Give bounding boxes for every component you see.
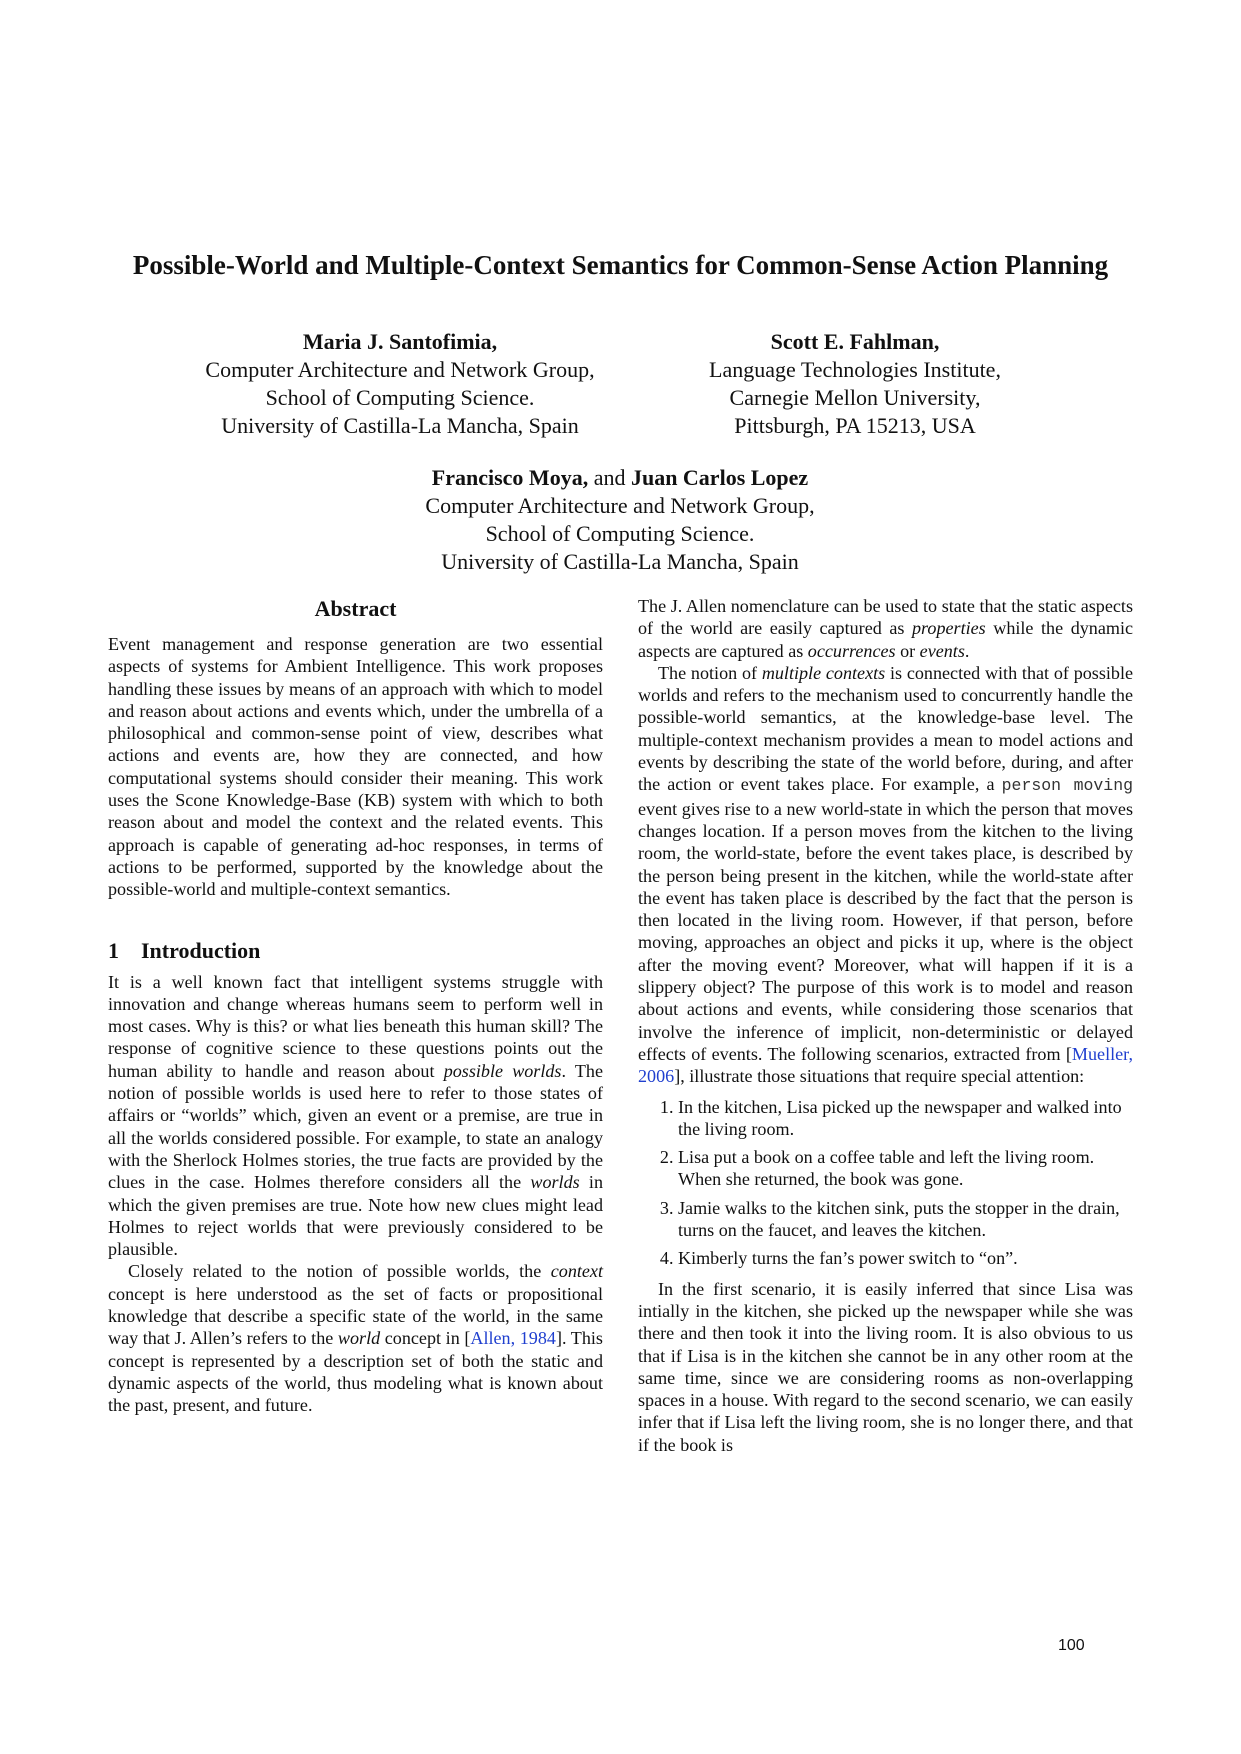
section-heading-introduction <box>108 937 603 965</box>
emphasis: multiple contexts <box>761 662 886 683</box>
scenario-item: 2. Lisa put a book on a coffee table and left the living room. When she returned, the book was gone. <box>678 1146 1133 1191</box>
author-block-moya-lopez <box>340 464 900 576</box>
author-name: Juan Carlos Lopez <box>630 465 809 490</box>
page-number: 100 <box>1058 1637 1085 1654</box>
intro-paragraph-2 <box>108 1260 603 1416</box>
citation-link[interactable]: Allen, 1984 <box>470 1328 556 1349</box>
emphasis: events <box>919 640 965 661</box>
intro-paragraph-1 <box>108 971 603 1261</box>
affiliation-line: Computer Architecture and Network Group, <box>205 357 595 382</box>
section-title: Introduction <box>141 937 261 963</box>
text-run: ], illustrate those situations that require special attention: <box>674 1066 1085 1087</box>
affiliation-line: Language Technologies Institute, <box>709 357 1001 382</box>
author-name: Francisco Moya, <box>431 465 589 490</box>
abstract-text: Event management and response generation are two essential aspects of systems for Ambient Intelligence. This work proposes handling these issues by means of an approach with which to model and reason about actions and events which, under the umbrella of a philosophical and common-sense point of view, describes what actions and events are, how they are connected, and how computational systems should consider their meaning. This work uses the Scone Knowledge-Base (KB) system with which to both reason about and model the context and the related events. This approach is capable of generating ad-hoc responses, in terms of actions to be performed, supported by the knowledge about the possible-world and multiple-context semantics. <box>108 634 603 900</box>
affiliation-line: University of Castilla-La Mancha, Spain <box>221 413 579 438</box>
affiliation-line: School of Computing Science. <box>485 521 755 546</box>
affiliation-line: Pittsburgh, PA 15213, USA <box>734 413 976 438</box>
emphasis: properties <box>911 618 986 639</box>
affiliation-line: University of Castilla-La Mancha, Spain <box>441 549 799 574</box>
author-conjunction: and <box>593 465 626 490</box>
left-column <box>108 595 603 1417</box>
emphasis: world <box>337 1328 381 1349</box>
right-paragraph-2 <box>638 662 1133 1088</box>
text-run: or <box>895 640 920 661</box>
author-block-fahlman <box>640 328 1070 440</box>
text-run: . The notion of possible worlds is used here to refer to those states of affairs or “worlds” which, given an event or a premise, are true in all the worlds considered possible. For example, to state an analogy with the Sherlock Holmes stories, the true facts are provided by the clues in the case. Holmes therefore considers all the <box>108 1060 603 1193</box>
affiliation-line: School of Computing Science. <box>265 385 535 410</box>
emphasis: worlds <box>530 1172 580 1193</box>
text-run: in which the given premises are true. Note how new clues might lead Holmes to reject worlds that were previously considered to be plausible. <box>108 1172 603 1260</box>
section-number: 1 <box>108 937 119 963</box>
emphasis: possible worlds <box>443 1060 562 1081</box>
code-term: person moving <box>1001 776 1133 796</box>
right-paragraph-3: In the first scenario, it is easily inferred that since Lisa was intially in the kitchen, she picked up the newspaper while she was there and then took it into the living room. It is also obvious to us that if Lisa is in the kitchen she cannot be in any other room at the same time, since we are considering rooms as non-overlapping spaces in a house. With regard to the second scenario, we can easily infer that if Lisa left the living room, she is no longer there, and that if the book is <box>638 1278 1133 1455</box>
abstract-heading: Abstract <box>314 596 397 621</box>
text-run: ]. This concept is represented by a description set of both the static and dynamic aspects of the world, thus modeling what is known about the past, present, and future. <box>108 1328 603 1416</box>
text-run: The notion of <box>658 662 762 683</box>
affiliation-line: Carnegie Mellon University, <box>729 385 981 410</box>
scenario-list <box>638 1096 1133 1270</box>
text-run: event gives rise to a new world-state in which the person that moves changes location. If a person moves from the kitchen to the living room, the world-state, before the event takes place, is described by the person being present in the kitchen, while the world-state after the event has taken place is described by the fact that the person is then located in the living room. However, if that person, before moving, approaches an object and picks it up, where is the object after the moving event? Moreover, what will happen if it is a slippery object? The purpose of this work is to model and reason about actions and events, while considering those scenarios that involve the inference of implicit, non-deterministic or delayed effects of events. The following scenarios, extracted from [ <box>638 798 1133 1064</box>
affiliation-line: Computer Architecture and Network Group, <box>425 493 815 518</box>
scenario-item: 4. Kimberly turns the fan’s power switch to “on”. <box>678 1247 1133 1269</box>
author-name: Maria J. Santofimia, <box>302 329 498 354</box>
right-paragraph-1 <box>638 595 1133 662</box>
author-name: Scott E. Fahlman, <box>770 329 940 354</box>
author-block-santofimia <box>150 328 650 440</box>
scenario-item: 3. Jamie walks to the kitchen sink, puts the stopper in the drain, turns on the faucet, and leaves the kitchen. <box>678 1197 1133 1242</box>
text-run: It is a well known fact that intelligent systems struggle with innovation and change whereas humans seem to perform well in most cases. Why is this? or what lies beneath this human skill? The response of cognitive science to these questions points out the human ability to handle and reason about <box>108 971 603 1081</box>
text-run: The J. Allen nomenclature can be used to state that the static aspects of the world are easily captured as <box>638 596 1133 639</box>
scenario-item: 1. In the kitchen, Lisa picked up the newspaper and walked into the living room. <box>678 1096 1133 1141</box>
text-run: Closely related to the notion of possible worlds, the <box>128 1261 551 1282</box>
text-run: concept is here understood as the set of facts or propositional knowledge that describe a specific state of the world, in the same way that J. Allen’s refers to the <box>108 1283 603 1349</box>
emphasis: context <box>550 1261 603 1282</box>
right-column <box>638 595 1133 1456</box>
text-run: is connected with that of possible worlds and refers to the mechanism used to concurrently handle the possible-world semantics, at the knowledge-base level. The multiple-context mechanism provides a mean to model actions and events by describing the state of the world before, during, and after the action or event takes place. For example, a <box>638 662 1133 795</box>
text-run: while the dynamic aspects are captured as <box>638 618 1133 661</box>
paper-title: Possible-World and Multiple-Context Semantics for Common-Sense Action Planning <box>132 250 1109 280</box>
citation-link[interactable]: Mueller, 2006 <box>638 1043 1133 1087</box>
emphasis: occurrences <box>807 640 896 661</box>
text-run: concept in [ <box>380 1328 471 1349</box>
author-names-line <box>340 464 900 492</box>
text-run: . <box>964 640 970 661</box>
